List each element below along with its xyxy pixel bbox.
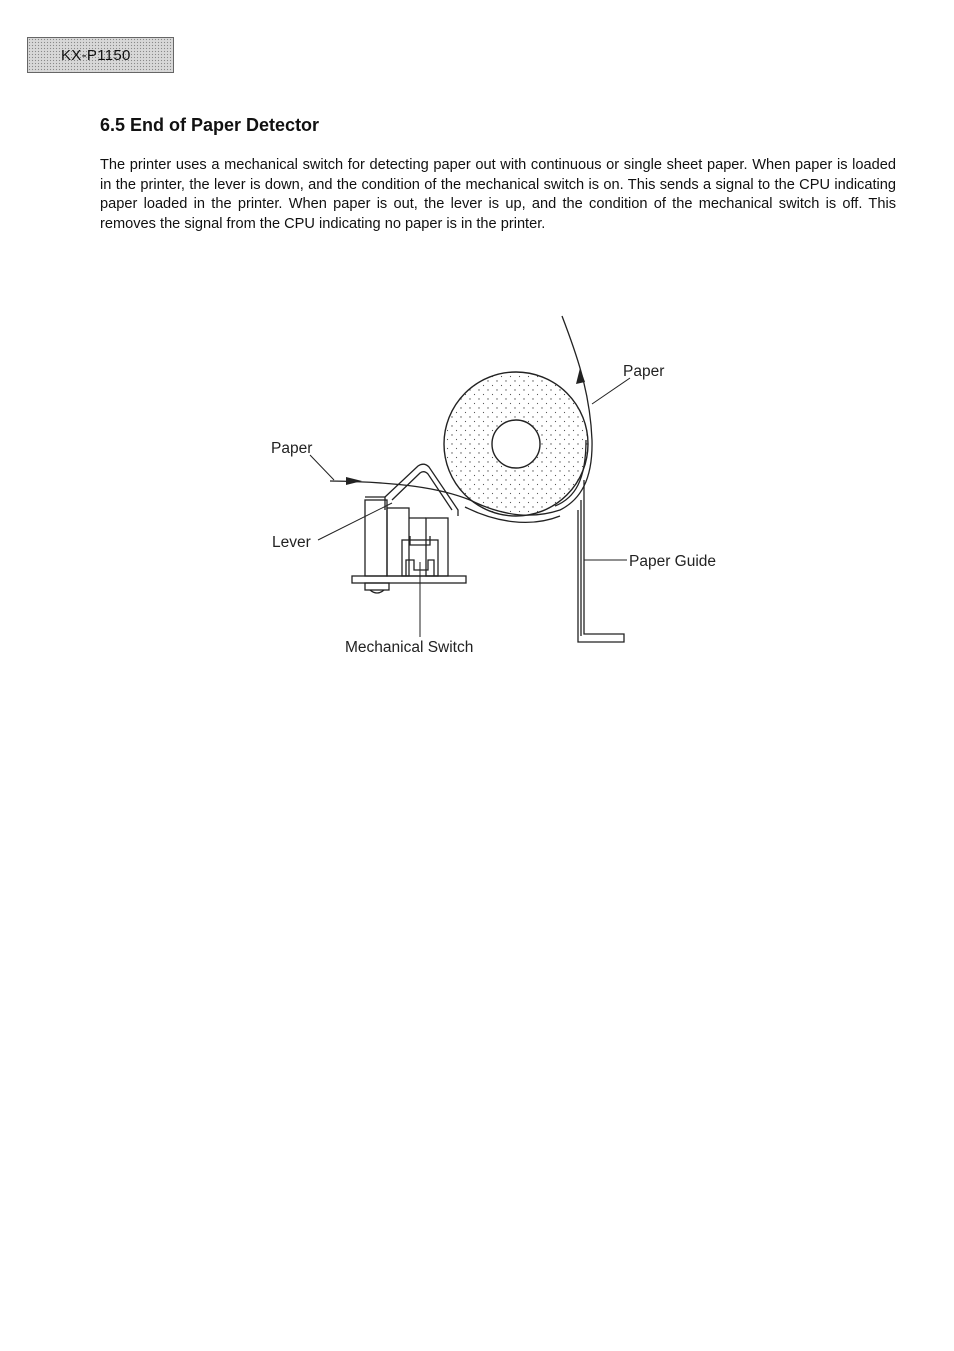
lever	[365, 464, 458, 516]
section-body: The printer uses a mechanical switch for detecting paper out with continuous or single sheet paper. When paper is loaded in the printer, the lever is down, and the condition of the mechanical switch is on. This sends a signal to the CPU indicating paper loaded in the printer. When paper is out, the lever is up, and the condition of the mechanical switch is off. This removes the signal from the CPU indicating no paper is in the printer.	[100, 157, 896, 232]
label-lever: Lever	[272, 534, 311, 551]
model-label: KX-P1150	[61, 46, 131, 64]
platen-roller	[444, 372, 588, 516]
label-paper-top: Paper	[623, 363, 665, 380]
label-paper-guide: Paper Guide	[629, 553, 717, 570]
paper-direction-arrow	[576, 368, 585, 384]
paper-feed-arrow	[346, 477, 362, 485]
label-mechanical-switch: Mechanical Switch	[345, 639, 474, 656]
paper-guide	[578, 480, 624, 642]
label-paper-left: Paper	[271, 440, 313, 457]
section-title: 6.5 End of Paper Detector	[100, 115, 320, 135]
